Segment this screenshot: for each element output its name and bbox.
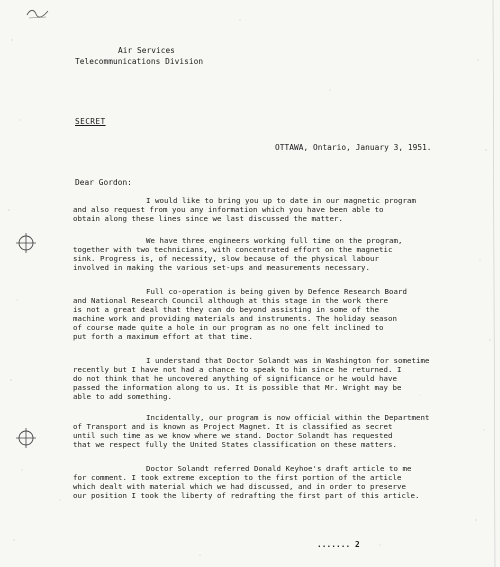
- paragraph-line: which dealt with material which we had discussed, and in order to preserve: [73, 482, 406, 491]
- paragraph-line: for comment. I took extreme exception to the first portion of the article: [73, 473, 402, 482]
- paragraph-line: I would like to bring you up to date in our magnetic program: [146, 196, 416, 205]
- salutation: Dear Gordon:: [75, 178, 132, 187]
- paragraph-line: that we respect fully the United States classification on these matters.: [73, 440, 397, 449]
- margin-crosshair-icon: [14, 426, 38, 450]
- paragraph-line: together with two technicians, with concentrated effort on the magnetic: [73, 245, 393, 254]
- paragraph-line: able to add something.: [73, 392, 172, 401]
- paragraph-line: sink. Progress is, of necessity, slow because of the physical labour: [73, 254, 379, 263]
- paragraph-line: obtain along these lines since we last discussed the matter.: [73, 214, 343, 223]
- org-name: Air Services: [118, 46, 175, 55]
- paragraph-line: We have three engineers working full time on the program,: [146, 236, 403, 245]
- paragraph-line: Full co-operation is being given by Defence Research Board: [146, 287, 407, 296]
- paragraph-line: Incidentally, our program is now official within the Department: [146, 413, 430, 422]
- division-name: Telecommunications Division: [75, 57, 204, 66]
- paragraph-line: I understand that Doctor Solandt was in Washington for sometime: [146, 356, 430, 365]
- paragraph-line: passed the information along to us. It is possible that Mr. Wright may be: [73, 383, 402, 392]
- paragraph-line: involved in making the various set-ups and measurements necessary.: [73, 263, 370, 272]
- paragraph-line: our position I took the liberty of redrafting the first part of this article.: [73, 491, 420, 500]
- continuation-marker: ....... 2: [317, 540, 360, 549]
- paragraph-line: of Transport and is known as Project Magnet. It is classified as secret: [73, 422, 393, 431]
- paragraph-line: recently but I have not had a chance to speak to him since he returned. I: [73, 365, 402, 374]
- place-date: OTTAWA, Ontario, January 3, 1951.: [275, 143, 432, 152]
- paragraph-line: and also request from you any information which you have been able to: [73, 205, 384, 214]
- handwritten-scribble: [26, 6, 50, 20]
- paragraph-line: put forth a maximum effort at that time.: [73, 332, 253, 341]
- paragraph-line: and National Research Council although at this stage in the work there: [73, 296, 388, 305]
- paragraph-line: until such time as we know where we stand. Doctor Solandt has requested: [73, 431, 393, 440]
- paragraph-line: is not a great deal that they can do beyond assisting in some of the: [73, 305, 379, 314]
- paragraph-line: Doctor Solandt referred Donald Keyhoe's draft article to me: [146, 464, 412, 473]
- margin-crosshair-icon: [14, 231, 38, 255]
- classification-mark: SECRET: [75, 117, 106, 126]
- paragraph-line: machine work and providing materials and instruments. The holiday season: [73, 314, 397, 323]
- paragraph-line: of course made quite a hole in our program as no one felt inclined to: [73, 323, 384, 332]
- paragraph-line: do not think that he uncovered anything of significance or he would have: [73, 374, 397, 383]
